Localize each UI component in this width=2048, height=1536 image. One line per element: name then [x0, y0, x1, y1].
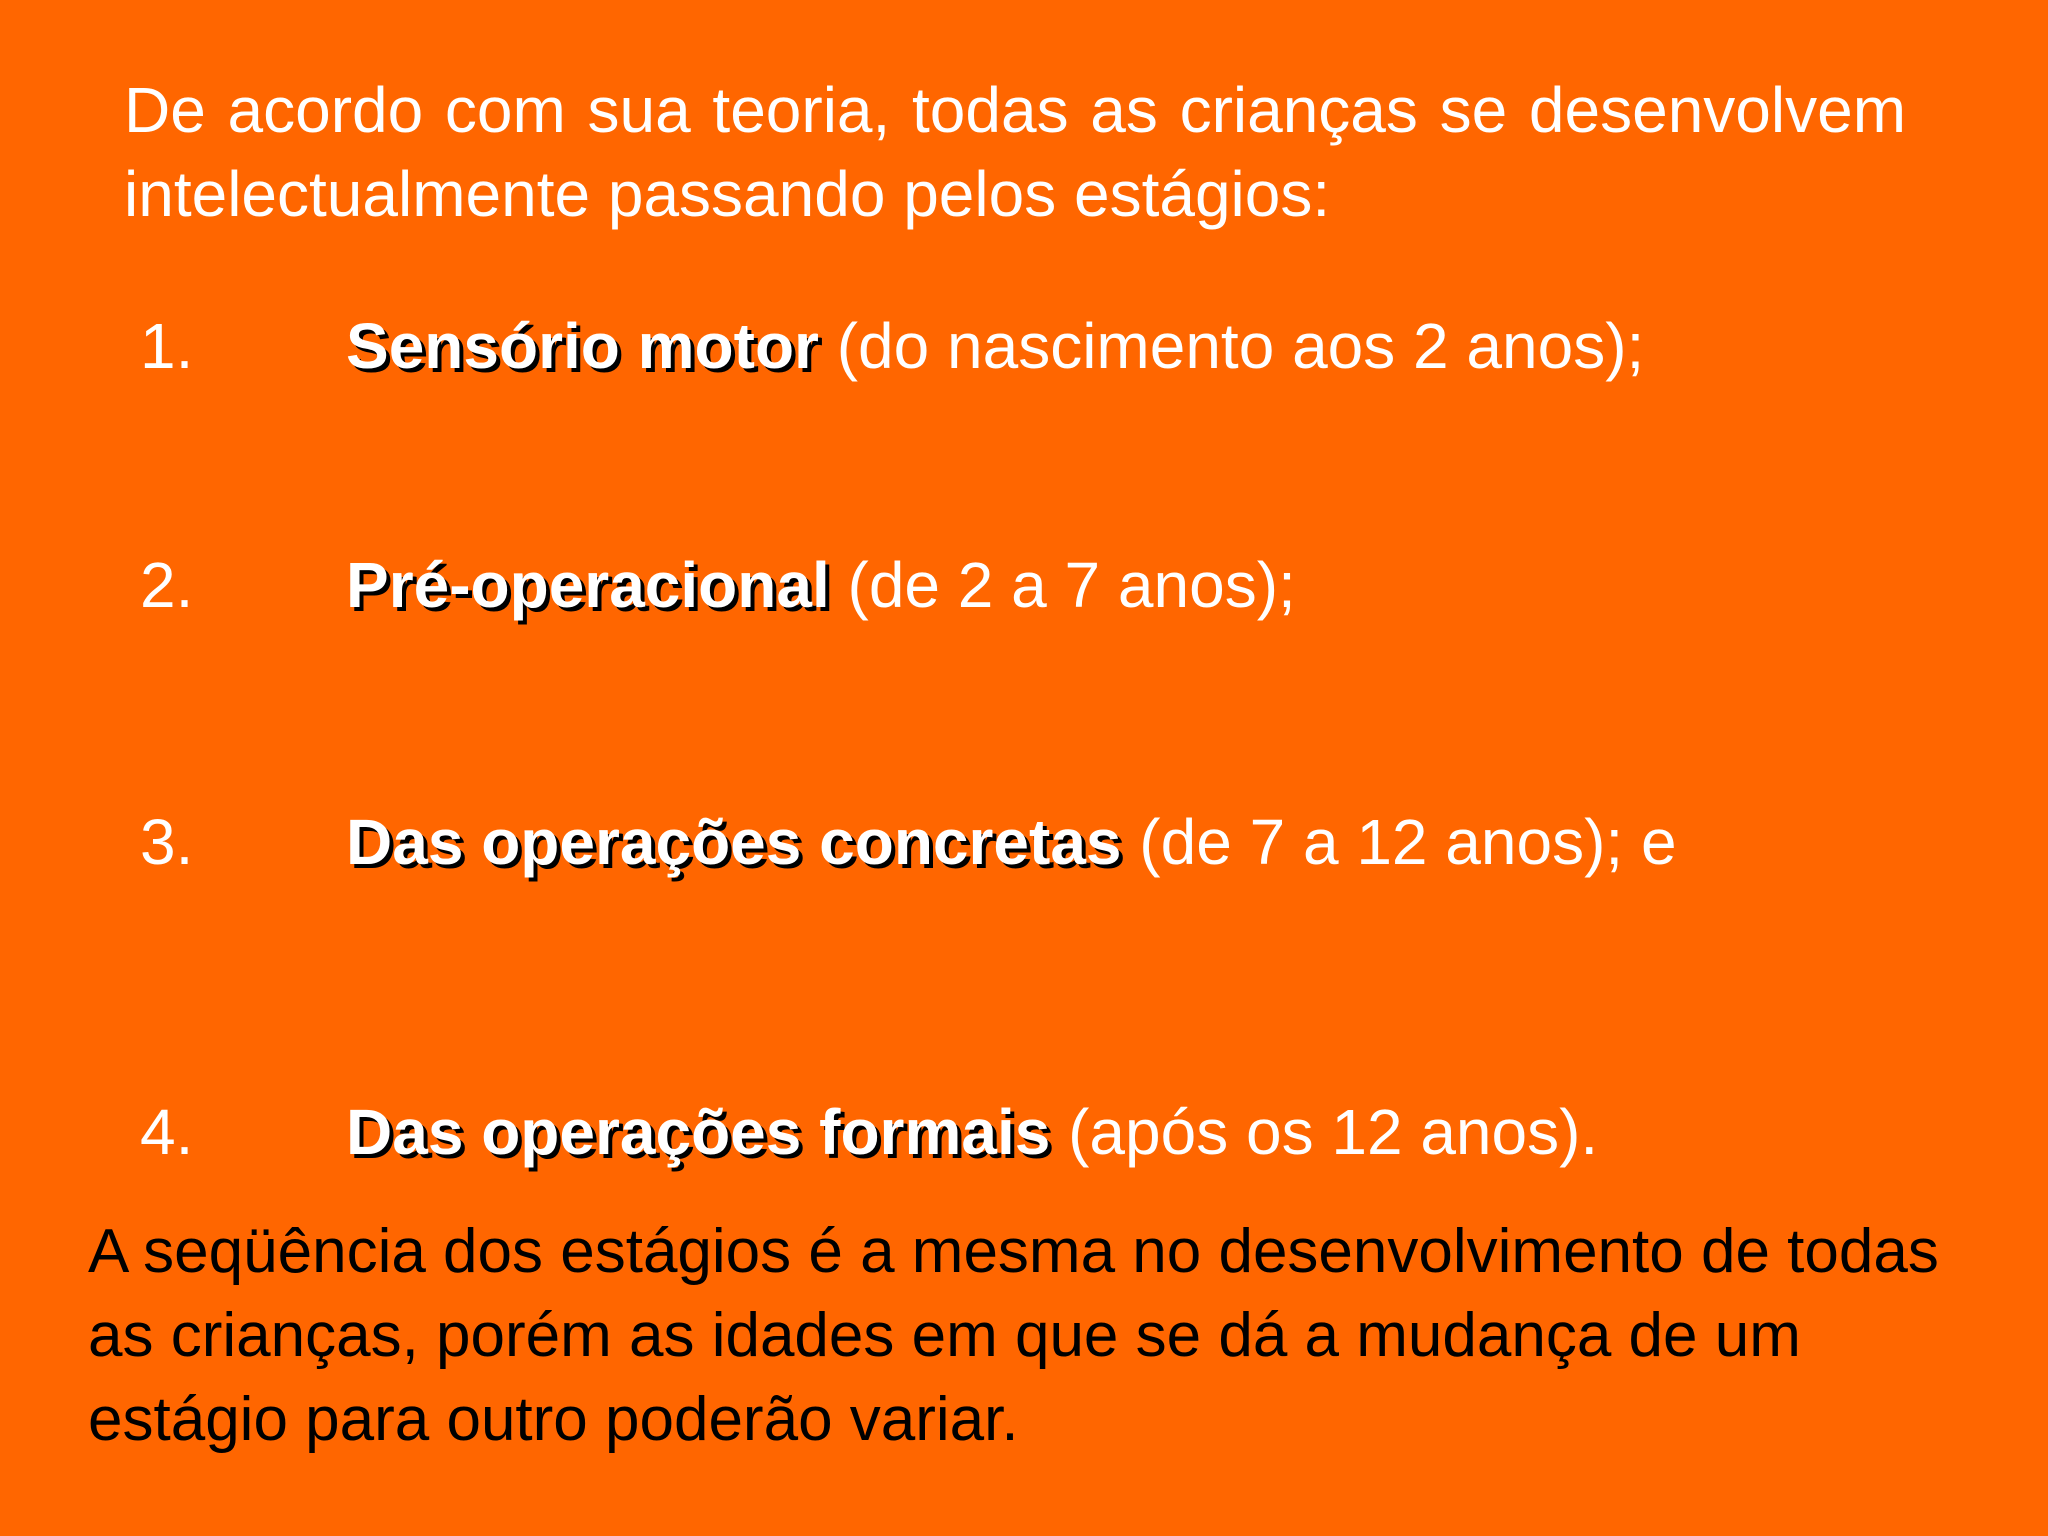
stage-number: 4. [140, 1096, 194, 1168]
stage-name: Pré-operacional [346, 549, 830, 621]
stage-item-1 [140, 306, 1644, 386]
stage-name: Das operações formais [346, 1096, 1051, 1168]
stage-number: 1. [140, 310, 194, 382]
stage-age-range: (após os 12 anos). [1068, 1096, 1599, 1168]
stage-number: 3. [140, 806, 194, 878]
stage-name: Das operações concretas [346, 806, 1122, 878]
conclusion-text: A seqüência dos estágios é a mesma no desenvolvimento de todas as crianças, porém as idades em que se dá a mudança de um estágio para outro poderão variar. [88, 1217, 1939, 1454]
stage-age-range: (do nascimento aos 2 anos); [836, 310, 1645, 382]
stage-item-4 [140, 1092, 1598, 1172]
intro-text: De acordo com sua teoria, todas as crianças se desenvolvem intelectualmente passando pelos estágios: [124, 74, 1906, 230]
stage-item-3 [140, 802, 1677, 882]
stage-age-range: (de 2 a 7 anos); [847, 549, 1296, 621]
stage-number: 2. [140, 549, 194, 621]
stage-item-2 [140, 545, 1296, 625]
stage-name: Sensório motor [346, 310, 819, 382]
stage-age-range: (de 7 a 12 anos); e [1139, 806, 1677, 878]
